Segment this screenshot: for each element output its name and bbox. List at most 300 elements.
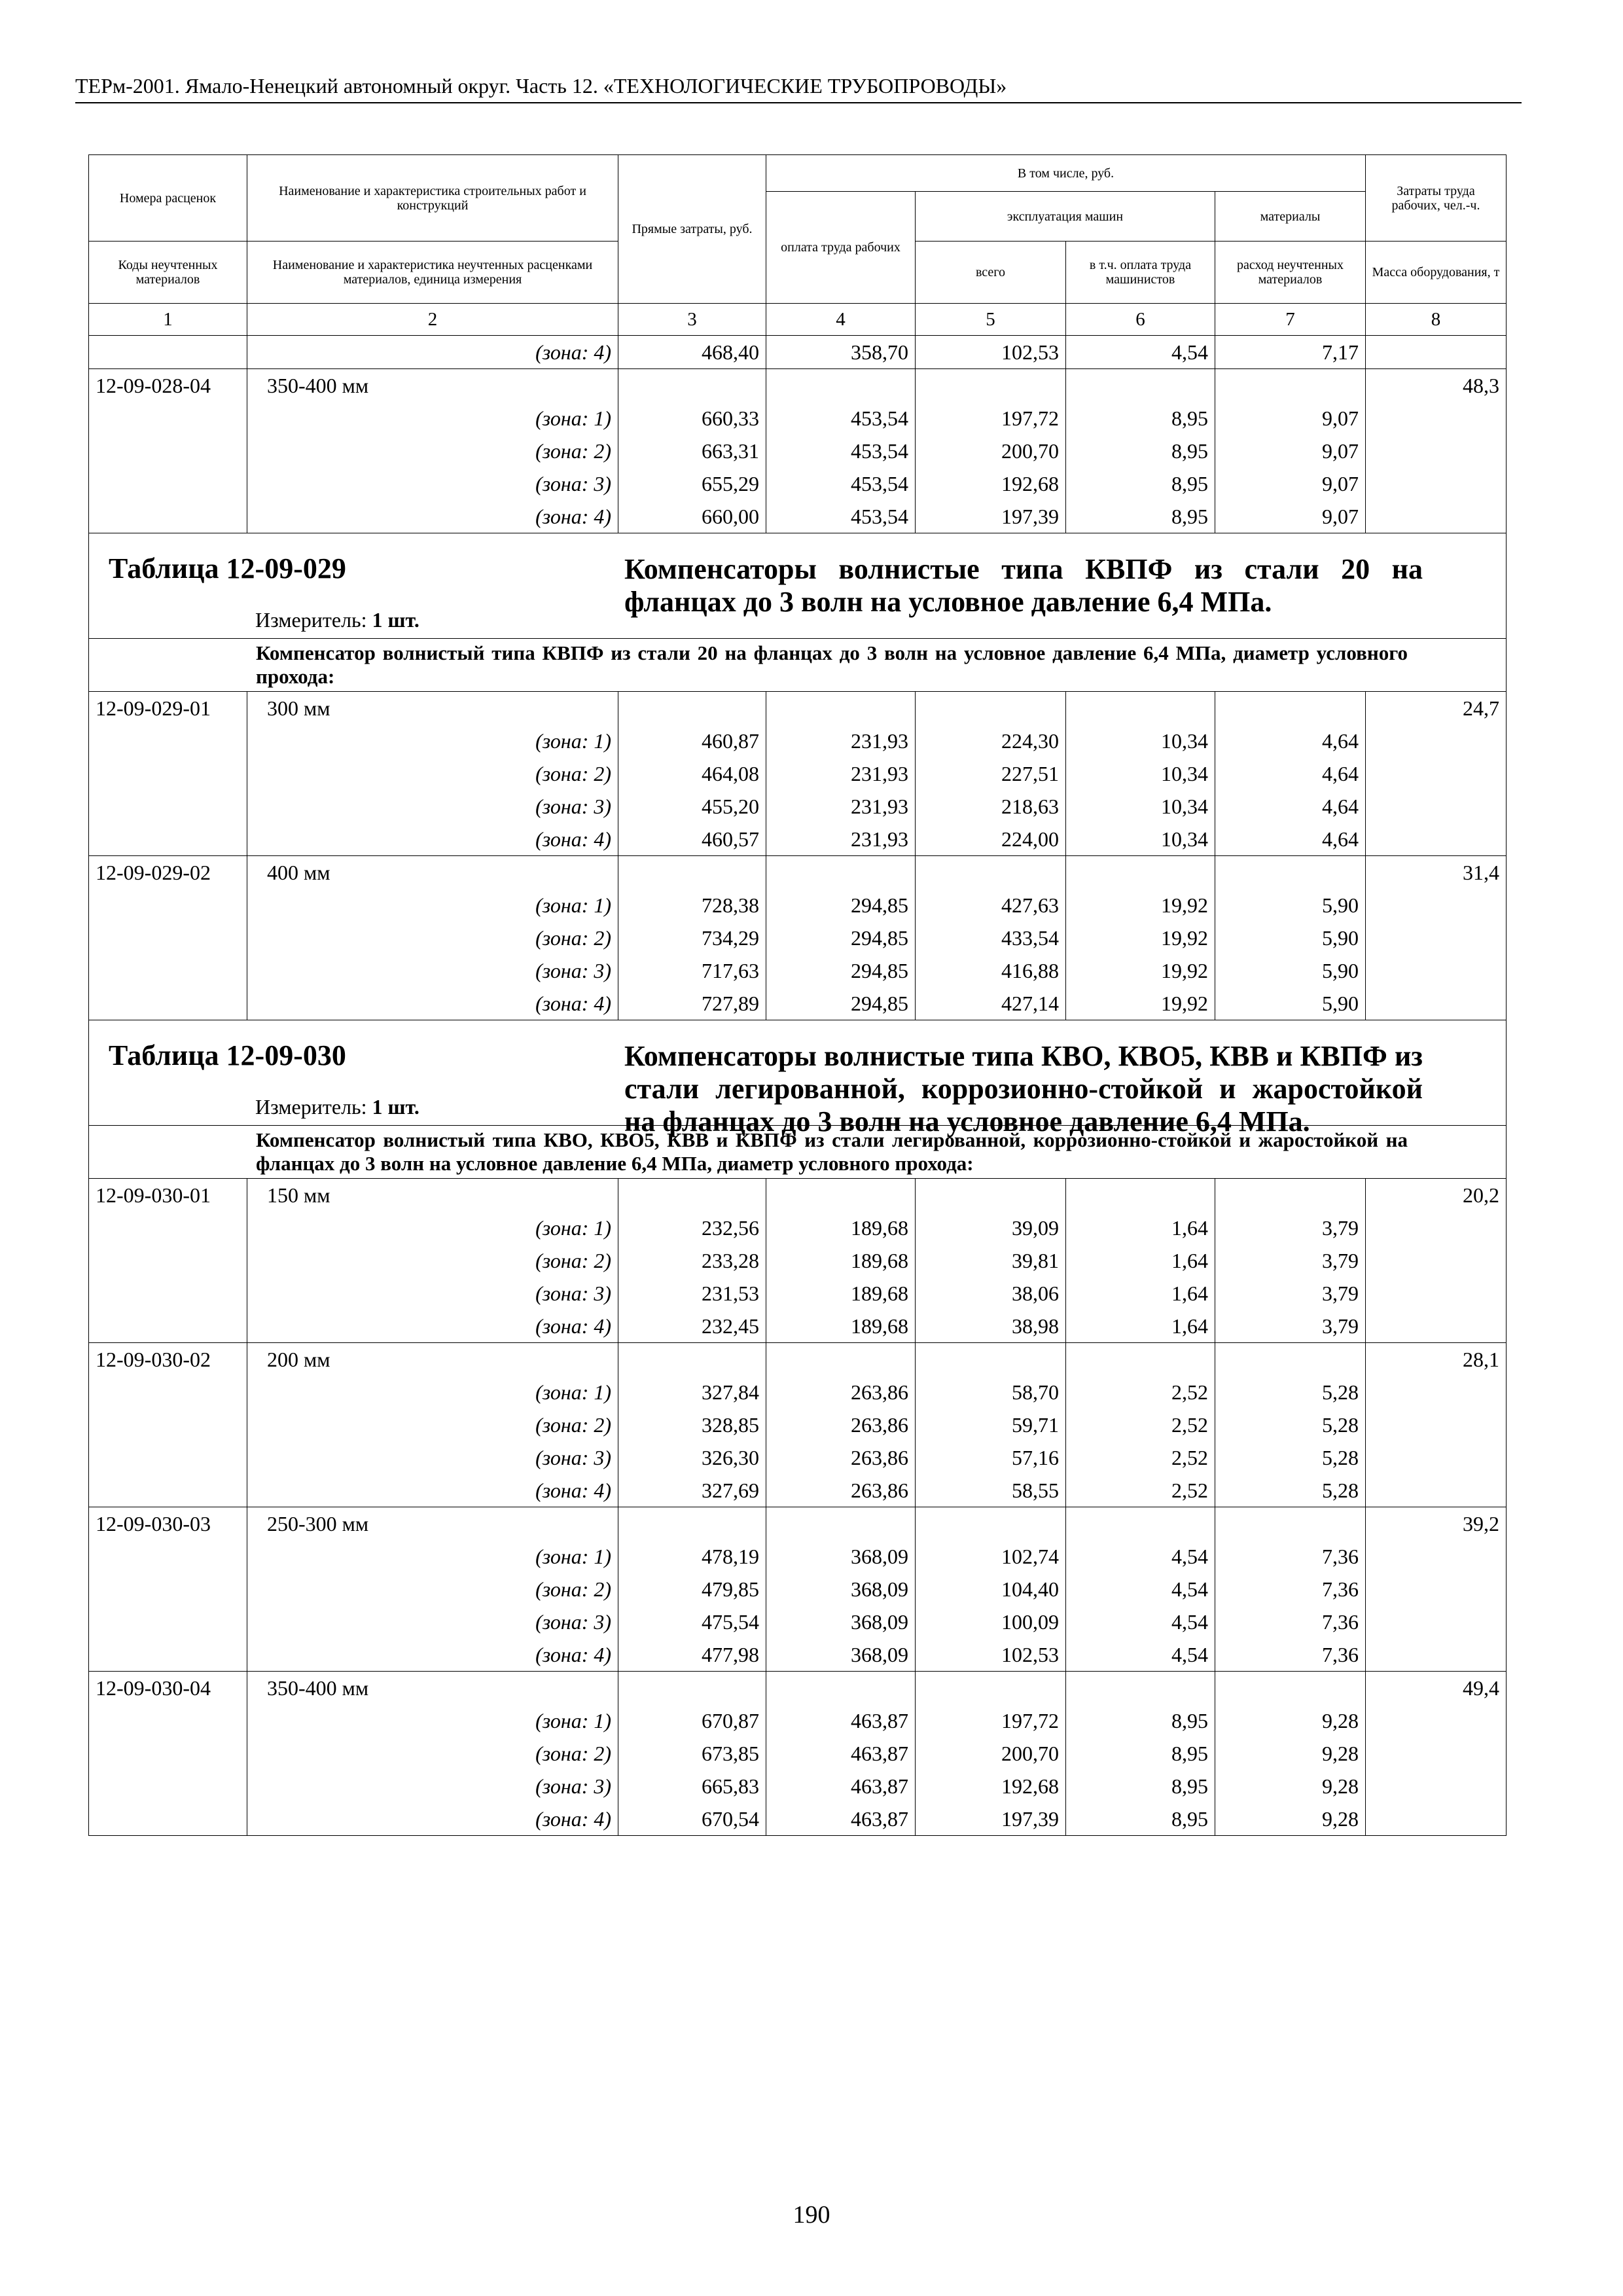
value-cell: 368,09 <box>766 1638 916 1672</box>
labor-cell <box>1366 790 1507 823</box>
labor-value: 48,3 <box>1366 369 1507 403</box>
table-number: Таблица 12-09-030 <box>109 1039 346 1071</box>
value-cell <box>618 1179 766 1212</box>
value-cell: 453,54 <box>766 402 916 435</box>
labor-value: 20,2 <box>1366 1179 1507 1212</box>
value-cell: 460,57 <box>618 823 766 856</box>
value-cell: 663,31 <box>618 435 766 467</box>
value-cell: 231,93 <box>766 823 916 856</box>
value-cell: 9,28 <box>1215 1770 1366 1803</box>
value-cell: 19,92 <box>1066 987 1215 1020</box>
value-cell: 10,34 <box>1066 757 1215 790</box>
labor-value: 24,7 <box>1366 692 1507 725</box>
value-cell: 102,53 <box>916 1638 1066 1672</box>
col5-header: всего <box>916 242 1066 304</box>
code-cell <box>89 1277 247 1310</box>
value-cell: 464,08 <box>618 757 766 790</box>
column-number: 5 <box>916 304 1066 336</box>
code-cell <box>89 823 247 856</box>
value-cell: 673,85 <box>618 1737 766 1770</box>
value-cell: 478,19 <box>618 1540 766 1573</box>
zone-row <box>89 435 1507 467</box>
column-number: 8 <box>1366 304 1507 336</box>
value-cell <box>1066 369 1215 403</box>
code-cell <box>89 336 247 369</box>
labor-value: 28,1 <box>1366 1343 1507 1376</box>
value-cell <box>1066 1179 1215 1212</box>
zone-row <box>89 1803 1507 1836</box>
value-cell: 9,28 <box>1215 1803 1366 1836</box>
table-title-cell <box>89 533 1507 639</box>
code-cell <box>89 1803 247 1836</box>
labor-cell <box>1366 1704 1507 1737</box>
zone-row <box>89 1770 1507 1803</box>
value-cell: 5,90 <box>1215 954 1366 987</box>
value-cell <box>1215 369 1366 403</box>
table-title-row <box>89 533 1507 639</box>
column-number: 2 <box>247 304 618 336</box>
zone-row <box>89 1310 1507 1343</box>
value-cell: 200,70 <box>916 1737 1066 1770</box>
zone-label: (зона: 2) <box>247 1244 618 1277</box>
value-cell: 189,68 <box>766 1277 916 1310</box>
value-cell: 4,54 <box>1066 1573 1215 1605</box>
item-name: 250-300 мм <box>247 1507 618 1541</box>
value-cell: 4,64 <box>1215 725 1366 757</box>
zone-row <box>89 1441 1507 1474</box>
value-cell <box>916 1672 1066 1705</box>
value-cell: 263,86 <box>766 1474 916 1507</box>
value-cell: 102,53 <box>916 336 1066 369</box>
value-cell <box>618 1672 766 1705</box>
value-cell: 5,28 <box>1215 1376 1366 1408</box>
labor-value: 31,4 <box>1366 856 1507 889</box>
value-cell: 475,54 <box>618 1605 766 1638</box>
table-title-row <box>89 1020 1507 1126</box>
value-cell: 8,95 <box>1066 435 1215 467</box>
value-cell: 5,28 <box>1215 1408 1366 1441</box>
value-cell: 660,33 <box>618 402 766 435</box>
value-cell: 1,64 <box>1066 1310 1215 1343</box>
value-cell: 463,87 <box>766 1770 916 1803</box>
value-cell: 224,30 <box>916 725 1066 757</box>
labor-cell <box>1366 1638 1507 1672</box>
zone-label: (зона: 2) <box>247 1408 618 1441</box>
zone-label: (зона: 1) <box>247 1704 618 1737</box>
value-cell <box>766 1507 916 1541</box>
labor-cell <box>1366 1211 1507 1244</box>
value-cell <box>766 1672 916 1705</box>
col7-header: расход неучтенных материалов <box>1215 242 1366 304</box>
value-cell: 19,92 <box>1066 922 1215 954</box>
value-cell: 368,09 <box>766 1605 916 1638</box>
value-cell: 231,53 <box>618 1277 766 1310</box>
table-description-row <box>89 639 1507 692</box>
item-row <box>89 856 1507 889</box>
value-cell: 670,54 <box>618 1803 766 1836</box>
zone-label: (зона: 4) <box>247 1803 618 1836</box>
value-cell: 665,83 <box>618 1770 766 1803</box>
labor-cell <box>1366 402 1507 435</box>
zone-label: (зона: 2) <box>247 757 618 790</box>
code-cell <box>89 1474 247 1507</box>
value-cell: 189,68 <box>766 1244 916 1277</box>
value-cell: 197,72 <box>916 402 1066 435</box>
code-cell <box>89 889 247 922</box>
value-cell: 197,39 <box>916 1803 1066 1836</box>
value-cell: 5,90 <box>1215 987 1366 1020</box>
item-name: 350-400 мм <box>247 369 618 403</box>
code-cell <box>89 954 247 987</box>
value-cell: 1,64 <box>1066 1211 1215 1244</box>
zone-row <box>89 1244 1507 1277</box>
col4-header: оплата труда рабочих <box>766 192 916 304</box>
value-cell: 100,09 <box>916 1605 1066 1638</box>
value-cell: 3,79 <box>1215 1310 1366 1343</box>
table-number: Таблица 12-09-029 <box>109 552 346 584</box>
zone-label: (зона: 4) <box>247 823 618 856</box>
zone-row <box>89 402 1507 435</box>
value-cell: 4,64 <box>1215 823 1366 856</box>
item-row <box>89 692 1507 725</box>
code-cell <box>89 790 247 823</box>
value-cell: 10,34 <box>1066 823 1215 856</box>
table-title-cell <box>89 1020 1507 1138</box>
code-cell <box>89 922 247 954</box>
labor-cell <box>1366 1474 1507 1507</box>
labor-cell <box>1366 889 1507 922</box>
value-cell <box>618 369 766 403</box>
labor-cell <box>1366 1408 1507 1441</box>
value-cell <box>916 1179 1066 1212</box>
value-cell: 294,85 <box>766 987 916 1020</box>
table-name: Компенсаторы волнистые типа КВО, КВО5, КВВ и КВПФ из стали легированной, коррозионно-стойкой и жаростойкой на фланцах до 3 волн на условное давление 6,4 МПа. <box>624 1040 1423 1138</box>
rate-code: 12-09-030-01 <box>89 1179 247 1212</box>
zone-label: (зона: 4) <box>247 1310 618 1343</box>
labor-cell <box>1366 922 1507 954</box>
table-name: Компенсаторы волнистые типа КВПФ из стали 20 на фланцах до 3 волн на условное давление 6,4 МПа. <box>624 553 1423 618</box>
value-cell: 58,55 <box>916 1474 1066 1507</box>
value-cell: 218,63 <box>916 790 1066 823</box>
value-cell <box>1215 1507 1366 1541</box>
labor-value: 39,2 <box>1366 1507 1507 1541</box>
labor-cell <box>1366 1605 1507 1638</box>
value-cell: 5,28 <box>1215 1474 1366 1507</box>
value-cell: 8,95 <box>1066 500 1215 533</box>
labor-cell <box>1366 1244 1507 1277</box>
value-cell: 455,20 <box>618 790 766 823</box>
zone-row <box>89 757 1507 790</box>
labor-cell <box>1366 1573 1507 1605</box>
zone-row <box>89 922 1507 954</box>
value-cell: 189,68 <box>766 1310 916 1343</box>
value-cell: 4,54 <box>1066 336 1215 369</box>
zone-label: (зона: 1) <box>247 1540 618 1573</box>
value-cell <box>916 1343 1066 1376</box>
rate-code: 12-09-030-04 <box>89 1672 247 1705</box>
code-cell <box>89 1737 247 1770</box>
value-cell: 655,29 <box>618 467 766 500</box>
value-cell <box>916 692 1066 725</box>
value-cell: 5,28 <box>1215 1441 1366 1474</box>
zone-label: (зона: 1) <box>247 889 618 922</box>
value-cell <box>618 1507 766 1541</box>
page-header: ТЕРм-2001. Ямало-Ненецкий автономный округ. Часть 12. «ТЕХНОЛОГИЧЕСКИЕ ТРУБОПРОВОДЫ» <box>75 73 1522 103</box>
value-cell <box>1066 1343 1215 1376</box>
value-cell: 231,93 <box>766 757 916 790</box>
value-cell: 9,07 <box>1215 435 1366 467</box>
value-cell: 197,72 <box>916 1704 1066 1737</box>
labor-cell <box>1366 1803 1507 1836</box>
value-cell: 3,79 <box>1215 1244 1366 1277</box>
code-cell <box>89 1573 247 1605</box>
value-cell: 39,81 <box>916 1244 1066 1277</box>
rate-code: 12-09-028-04 <box>89 369 247 403</box>
zone-label: (зона: 3) <box>247 954 618 987</box>
value-cell: 104,40 <box>916 1573 1066 1605</box>
value-cell: 4,54 <box>1066 1605 1215 1638</box>
code-cell <box>89 1540 247 1573</box>
value-cell: 200,70 <box>916 435 1066 467</box>
zone-row <box>89 790 1507 823</box>
item-name: 150 мм <box>247 1179 618 1212</box>
value-cell: 57,16 <box>916 1441 1066 1474</box>
item-row <box>89 1343 1507 1376</box>
value-cell: 5,90 <box>1215 922 1366 954</box>
value-cell: 3,79 <box>1215 1211 1366 1244</box>
item-name: 400 мм <box>247 856 618 889</box>
value-cell <box>1066 692 1215 725</box>
value-cell: 468,40 <box>618 336 766 369</box>
column-number: 4 <box>766 304 916 336</box>
value-cell: 670,87 <box>618 1704 766 1737</box>
zone-label: (зона: 4) <box>247 1474 618 1507</box>
labor-cell <box>1366 500 1507 533</box>
value-cell: 327,69 <box>618 1474 766 1507</box>
item-row <box>89 1179 1507 1212</box>
zone-row <box>89 1605 1507 1638</box>
value-cell: 727,89 <box>618 987 766 1020</box>
value-cell: 227,51 <box>916 757 1066 790</box>
value-cell: 7,36 <box>1215 1638 1366 1672</box>
zone-row <box>89 1737 1507 1770</box>
value-cell: 7,36 <box>1215 1540 1366 1573</box>
value-cell: 59,71 <box>916 1408 1066 1441</box>
zone-label: (зона: 3) <box>247 1770 618 1803</box>
value-cell: 7,36 <box>1215 1605 1366 1638</box>
value-cell: 231,93 <box>766 725 916 757</box>
value-cell <box>1215 1343 1366 1376</box>
value-cell: 460,87 <box>618 725 766 757</box>
rates-table <box>88 154 1507 1836</box>
code-cell <box>89 1211 247 1244</box>
column-number: 1 <box>89 304 247 336</box>
zone-row <box>89 1376 1507 1408</box>
labor-cell <box>1366 1540 1507 1573</box>
value-cell: 477,98 <box>618 1638 766 1672</box>
value-cell: 8,95 <box>1066 467 1215 500</box>
rate-code: 12-09-030-03 <box>89 1507 247 1541</box>
value-cell <box>766 856 916 889</box>
value-cell: 427,63 <box>916 889 1066 922</box>
code-cell <box>89 1704 247 1737</box>
zone-label: (зона: 1) <box>247 1376 618 1408</box>
value-cell: 263,86 <box>766 1408 916 1441</box>
value-cell <box>1215 1672 1366 1705</box>
zone-label: (зона: 2) <box>247 435 618 467</box>
labor-cell <box>1366 1277 1507 1310</box>
value-cell: 10,34 <box>1066 790 1215 823</box>
zone-row <box>89 336 1507 369</box>
value-cell: 294,85 <box>766 954 916 987</box>
value-cell: 4,64 <box>1215 790 1366 823</box>
value-cell: 102,74 <box>916 1540 1066 1573</box>
measure-unit-label: Измеритель: <box>255 608 367 632</box>
col6-header: в т.ч. оплата труда машинистов <box>1066 242 1215 304</box>
zone-row <box>89 987 1507 1020</box>
code-cell <box>89 757 247 790</box>
value-cell: 8,95 <box>1066 402 1215 435</box>
value-cell <box>1066 856 1215 889</box>
zone-label: (зона: 1) <box>247 402 618 435</box>
value-cell <box>916 369 1066 403</box>
zone-label: (зона: 3) <box>247 1605 618 1638</box>
measure-unit <box>255 607 419 633</box>
item-row <box>89 1507 1507 1541</box>
value-cell <box>766 1179 916 1212</box>
value-cell: 19,92 <box>1066 889 1215 922</box>
zone-label: (зона: 3) <box>247 1441 618 1474</box>
rate-code: 12-09-029-02 <box>89 856 247 889</box>
zone-label: (зона: 4) <box>247 500 618 533</box>
zone-row <box>89 889 1507 922</box>
value-cell: 8,95 <box>1066 1803 1215 1836</box>
value-cell: 2,52 <box>1066 1408 1215 1441</box>
value-cell <box>1215 856 1366 889</box>
table-header <box>89 155 1507 336</box>
zone-row <box>89 1277 1507 1310</box>
rates-table-wrap <box>88 154 1506 1836</box>
value-cell: 8,95 <box>1066 1737 1215 1770</box>
col2-top-header: Наименование и характеристика строительных работ и конструкций <box>247 155 618 242</box>
value-cell: 224,00 <box>916 823 1066 856</box>
zone-row <box>89 725 1507 757</box>
value-cell: 717,63 <box>618 954 766 987</box>
value-cell: 263,86 <box>766 1376 916 1408</box>
zone-label: (зона: 2) <box>247 1573 618 1605</box>
value-cell: 2,52 <box>1066 1376 1215 1408</box>
value-cell: 463,87 <box>766 1704 916 1737</box>
value-cell: 189,68 <box>766 1211 916 1244</box>
code-cell <box>89 1244 247 1277</box>
column-number: 6 <box>1066 304 1215 336</box>
value-cell: 38,98 <box>916 1310 1066 1343</box>
measure-unit-value: 1 шт. <box>372 1095 419 1119</box>
code-cell <box>89 725 247 757</box>
labor-cell <box>1366 1737 1507 1770</box>
value-cell: 19,92 <box>1066 954 1215 987</box>
labor-cell <box>1366 987 1507 1020</box>
measure-unit-value: 1 шт. <box>372 608 419 632</box>
rate-code: 12-09-030-02 <box>89 1343 247 1376</box>
zone-label: (зона: 3) <box>247 790 618 823</box>
value-cell: 433,54 <box>916 922 1066 954</box>
value-cell: 479,85 <box>618 1573 766 1605</box>
value-cell: 232,56 <box>618 1211 766 1244</box>
value-cell: 233,28 <box>618 1244 766 1277</box>
value-cell: 2,52 <box>1066 1441 1215 1474</box>
col8-top-header: Затраты труда рабочих, чел.-ч. <box>1366 155 1507 242</box>
value-cell: 8,95 <box>1066 1704 1215 1737</box>
labor-cell <box>1366 954 1507 987</box>
column-number: 7 <box>1215 304 1366 336</box>
value-cell: 368,09 <box>766 1540 916 1573</box>
materials-header: материалы <box>1215 192 1366 242</box>
code-cell <box>89 987 247 1020</box>
value-cell: 197,39 <box>916 500 1066 533</box>
zone-row <box>89 467 1507 500</box>
value-cell: 39,09 <box>916 1211 1066 1244</box>
zone-label: (зона: 3) <box>247 467 618 500</box>
labor-cell <box>1366 1376 1507 1408</box>
value-cell: 358,70 <box>766 336 916 369</box>
zone-label: (зона: 1) <box>247 725 618 757</box>
zone-label: (зона: 4) <box>247 987 618 1020</box>
value-cell <box>916 1507 1066 1541</box>
zone-label: (зона: 4) <box>247 1638 618 1672</box>
value-cell: 463,87 <box>766 1803 916 1836</box>
zone-row <box>89 823 1507 856</box>
col3-header: Прямые затраты, руб. <box>618 155 766 304</box>
measure-unit <box>255 1094 419 1120</box>
value-cell: 7,17 <box>1215 336 1366 369</box>
value-cell <box>618 692 766 725</box>
value-cell <box>618 1343 766 1376</box>
value-cell: 294,85 <box>766 889 916 922</box>
value-cell: 5,90 <box>1215 889 1366 922</box>
value-cell: 728,38 <box>618 889 766 922</box>
col1-bottom-header: Коды неучтенных материалов <box>89 242 247 304</box>
value-cell: 453,54 <box>766 500 916 533</box>
value-cell: 7,36 <box>1215 1573 1366 1605</box>
table-title <box>89 1020 1506 1138</box>
value-cell: 660,00 <box>618 500 766 533</box>
value-cell <box>916 856 1066 889</box>
value-cell: 326,30 <box>618 1441 766 1474</box>
zone-row <box>89 1638 1507 1672</box>
zone-row <box>89 1573 1507 1605</box>
value-cell: 4,64 <box>1215 757 1366 790</box>
value-cell <box>1215 1179 1366 1212</box>
page-number: 190 <box>793 2201 830 2229</box>
code-cell <box>89 1408 247 1441</box>
labor-cell <box>1366 1441 1507 1474</box>
code-cell <box>89 1605 247 1638</box>
value-cell: 192,68 <box>916 467 1066 500</box>
labor-cell <box>1366 1770 1507 1803</box>
code-cell <box>89 1441 247 1474</box>
zone-row <box>89 1474 1507 1507</box>
zone-label: (зона: 1) <box>247 1211 618 1244</box>
value-cell: 9,28 <box>1215 1704 1366 1737</box>
column-numbers-row <box>89 304 1507 336</box>
value-cell: 58,70 <box>916 1376 1066 1408</box>
column-number: 3 <box>618 304 766 336</box>
table-description: Компенсатор волнистый типа КВПФ из стали 20 на фланцах до 3 волн на условное давление 6,4 МПа, диаметр условного прохода: <box>89 639 1507 692</box>
value-cell: 416,88 <box>916 954 1066 987</box>
group-header: В том числе, руб. <box>766 155 1366 192</box>
labor-cell <box>1366 823 1507 856</box>
